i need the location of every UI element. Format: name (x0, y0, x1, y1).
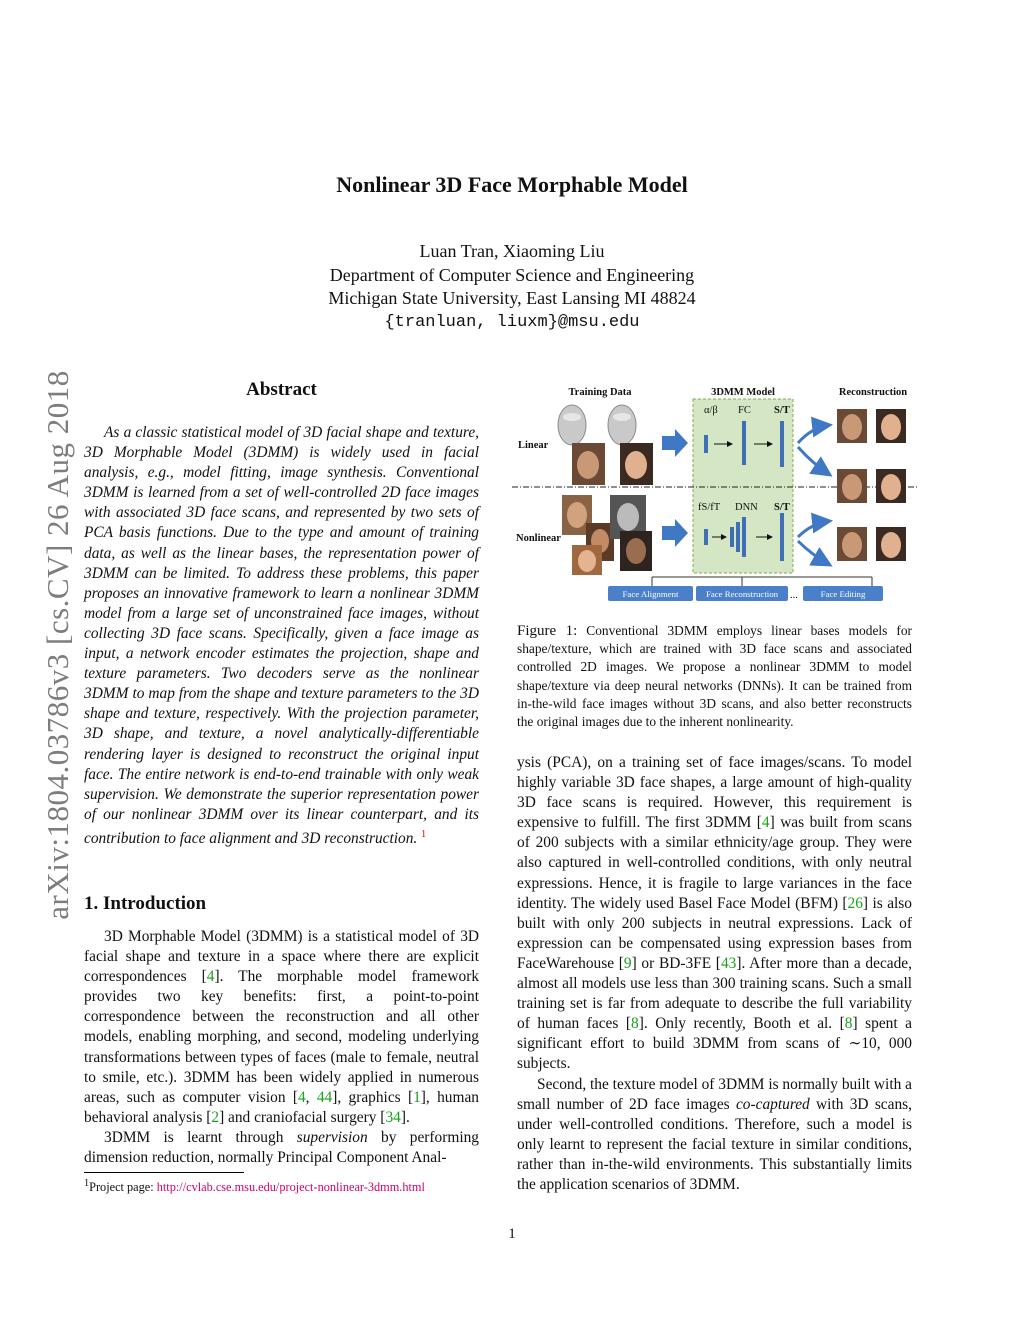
project-page-link[interactable]: http://cvlab.cse.msu.edu/project-nonlinear-3dmm.html (156, 1180, 425, 1195)
paper-title: Nonlinear 3D Face Morphable Model (336, 172, 688, 197)
citation-link[interactable]: 8 (844, 1015, 853, 1033)
face-reconstruction-label: Face Reconstruction (705, 589, 779, 599)
citation-link[interactable]: 4 (761, 814, 770, 832)
right-paragraph-2: Second, the texture model of 3DMM is normally built with a small number of 2D face images co-captured with 3D scans, under well-controlled conditions. Therefore, such a model is only learnt to represent the facial texture in similar conditions, rather than in-the-wild environments. This substantially limits the application scenarios of 3DMM. (517, 1075, 912, 1193)
intro-paragraph-1: 3D Morphable Model (3DMM) is a statistical model of 3D facial shape and texture in a space where there are explicit correspondences [4]. The morphable model framework provides two key benefits: first, a point-to-point correspondence between the reconstruction and all other models, enabling morphing, and second, modeling underlying transformations between types of faces (male to female, neutral to smile, etc.). 3DMM has been widely applied in numerous areas, such as computer vision [4, 44], graphics [1], human behavioral analysis [2] and craniofacial surgery [34]. (84, 928, 480, 1126)
citation-link[interactable]: 34 (385, 1108, 401, 1126)
author-university: Michigan State University, East Lansing MI 48824 (328, 288, 696, 308)
figure-1-caption (517, 622, 912, 731)
caption-text: Conventional 3DMM employs linear bases models for shape/texture, which are trained with 3D face scans and associated controlled 2D images. We propose a nonlinear 3DMM to model shape/texture via deep neural networks (DNNs). It can be trained from in-the-wild face images without 3D scans, and also better reconstructs the original images due to the inherent nonlinearity. (517, 623, 912, 730)
output-arrows (798, 425, 830, 565)
abstract-text: As a classic statistical model of 3D facial shape and texture, 3D Morphable Model (3DMM) is widely used in facial analysis, e.g., model fitting, image synthesis. Conventional 3DMM is learned from a set of well-controlled 2D face images with associated 3D face scans, and represented by two sets of PCA basis functions. Due to the type and amount of training data, as well as the linear bases, the representation power of 3DMM can be limited. To address these problems, this paper proposes an innovative framework to learn a nonlinear 3DMM model from a large set of unconstrained face images, without collecting 3D face scans. Specifically, given a face image as input, a network encoder estimates the projection, shape and texture parameters. Two decoders serve as the nonlinear 3DMM to map from the shape and texture parameters to the 3D shape and texture, respectively. With the projection parameter, 3D shape, and texture, a novel analytically-differentiable rendering layer is designed to reconstruct the original input face. The entire network is end-to-end trainable with only weak supervision. We demonstrate the superior representation power of our nonlinear 3DMM over its linear counterpart, and its contribution to face alignment and 3D reconstruction. (84, 424, 479, 847)
fig-nonlinear-out: S/T (774, 502, 790, 513)
citation-link[interactable]: 4 (297, 1088, 306, 1106)
caption-label: Figure 1: (517, 623, 578, 639)
face-alignment-button[interactable] (608, 586, 693, 601)
fig-ellipsis: ... (790, 590, 798, 601)
fig-linear-params: α/β (704, 405, 718, 416)
application-connector (652, 577, 872, 586)
fig-label-linear: Linear (518, 440, 549, 451)
author-names: Luan Tran, Xiaoming Liu (419, 241, 605, 261)
page-number: 1 (508, 1226, 516, 1242)
fig-nonlinear-dnn: DNN (735, 502, 758, 513)
face-alignment-label: Face Alignment (622, 589, 679, 599)
face-editing-button[interactable] (803, 586, 883, 601)
author-email: {tranluan, liuxm}@msu.edu (384, 312, 640, 332)
fig-label-nonlinear: Nonlinear (516, 533, 561, 544)
reconstruction-faces (837, 409, 906, 561)
right-paragraph-1: ysis (PCA), on a training set of face images/scans. To model highly variable 3D face shapes, a large amount of high-quality 3D face scans is required. However, this requirement is expensive to fulfill. The first 3DMM [4] was built from scans of 200 subjects with a similar ethnicity/age group. They were also captured in well-controlled conditions, with only neutral expressions. Hence, it is fragile to large variances in the face identity. The widely used Basel Face Model (BFM) [26] is also built with only 200 subjects in neutral expressions. Lack of expression can be compensated using expression bases from FaceWarehouse [9] or BD-3FE [43]. After more than a decade, almost all models use less than 300 training scans. Such a small training set is far from adequate to describe the full variability of human faces [8]. Only recently, Booth et al. [8] spent a significant effort to build 3DMM from scans of ∼10, 000 subjects. (517, 754, 912, 1073)
face-editing-label: Face Editing (820, 589, 866, 599)
citation-link[interactable]: 1 (413, 1088, 421, 1106)
section-heading-introduction: 1. Introduction (84, 893, 207, 914)
author-department: Department of Computer Science and Engineering (329, 264, 695, 285)
citation-link[interactable]: 2 (211, 1108, 220, 1126)
face-reconstruction-button[interactable] (696, 586, 788, 601)
fig-nonlinear-params: fS/fT (698, 502, 721, 513)
right-column-text (517, 753, 912, 1195)
abstract-heading: Abstract (246, 379, 317, 400)
linear-training-photos (572, 443, 653, 485)
linear-3d-scan-images (558, 405, 636, 445)
intro-paragraph-2: 3DMM is learnt through supervision by performing dimension reduction, normally Principal Component Anal- (84, 1128, 480, 1167)
citation-link[interactable]: 8 (631, 1015, 639, 1033)
nonlinear-training-photos (562, 495, 652, 575)
footnote-rule (84, 1172, 244, 1173)
footnote (84, 1178, 484, 1195)
fig-linear-fc: FC (738, 405, 751, 416)
input-arrows (662, 429, 688, 547)
intro-text (84, 927, 479, 1168)
citation-link[interactable]: 4 (206, 968, 215, 986)
citation-link[interactable]: 43 (720, 954, 737, 972)
fig-header-training: Training Data (568, 387, 632, 398)
author-block (0, 240, 1024, 334)
citation-link[interactable]: 26 (847, 894, 863, 912)
arxiv-side-label: arXiv:1804.03786v3 [cs.CV] 26 Aug 2018 (40, 370, 75, 920)
abstract-footnote-mark[interactable]: 1 (421, 828, 427, 840)
footnote-mark: 1 (84, 1178, 90, 1189)
fig-header-reconstruction: Reconstruction (838, 387, 908, 398)
abstract-body (84, 423, 479, 849)
citation-link[interactable]: 9 (623, 954, 632, 972)
footnote-label: Project page: (89, 1180, 157, 1195)
citation-link[interactable]: 44 (316, 1088, 333, 1106)
fig-header-model: 3DMM Model (711, 387, 775, 398)
figure-1 (512, 383, 917, 605)
fig-linear-out: S/T (774, 405, 790, 416)
